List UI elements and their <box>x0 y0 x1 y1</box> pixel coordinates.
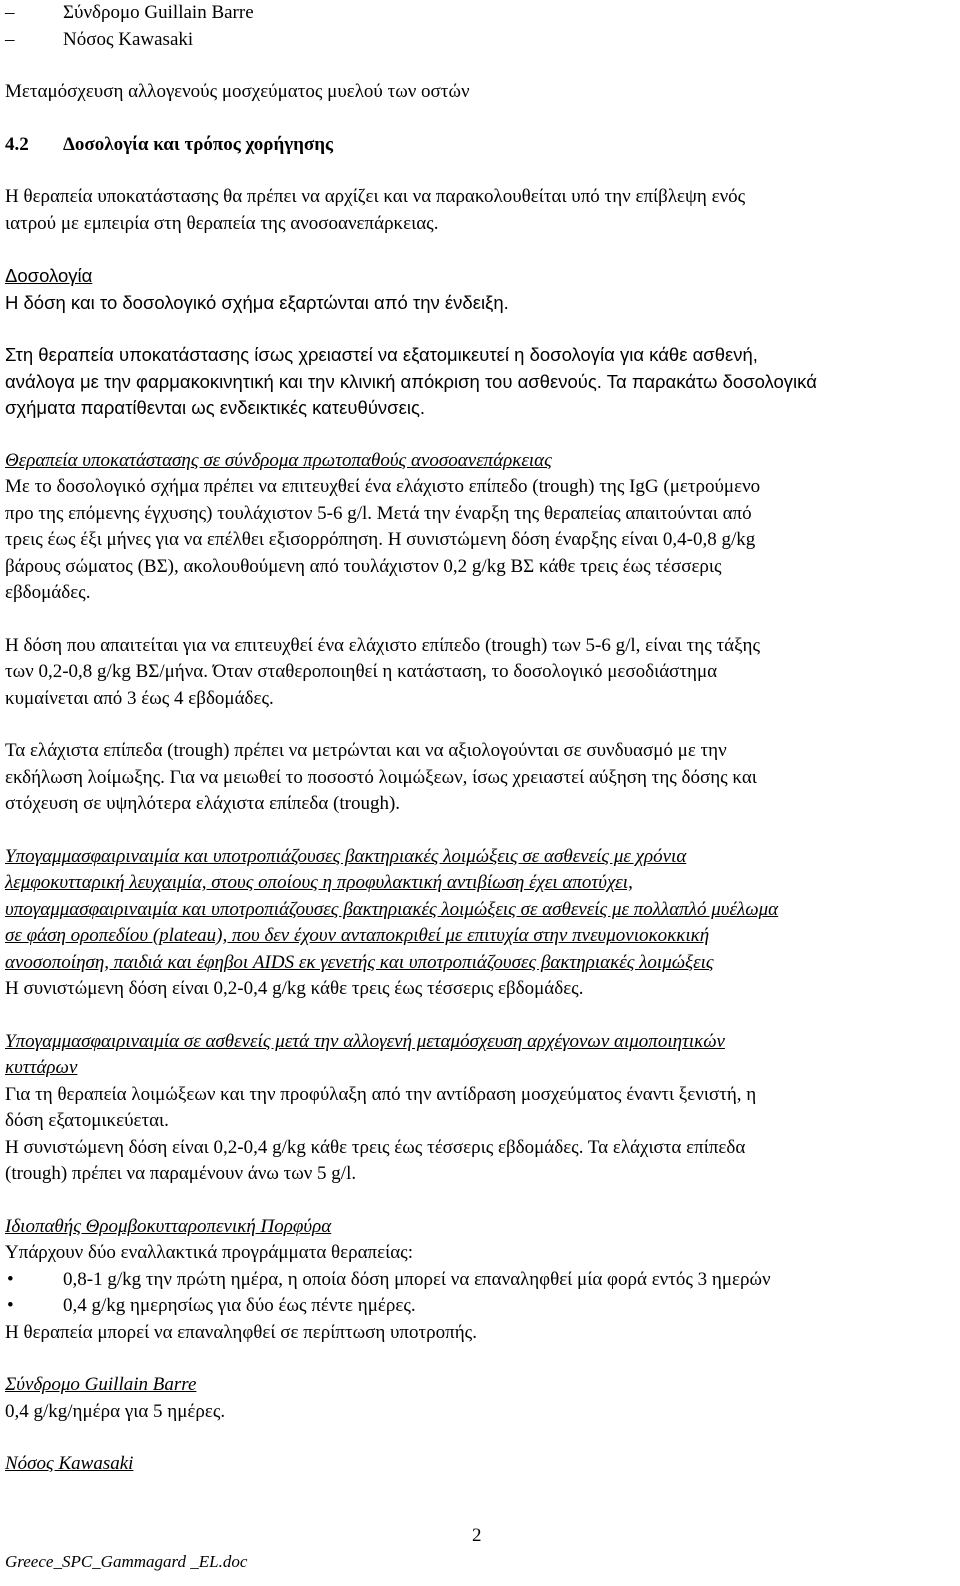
gbs-heading: Σύνδρομο Guillain Barre <box>5 1374 197 1395</box>
text-line: εκδήλωση λοίμωξης. Για να μειωθεί το ποσοστό λοιμώξεων, ίσως χρειαστεί αύξηση της δόσης και <box>5 766 757 788</box>
text-line: Υπογαμμασφαιριναιμία σε ασθενείς μετά την αλλογενή μεταμόσχευση αρχέγονων αιμοποιητικών <box>5 1030 725 1052</box>
trough-paragraph <box>5 633 950 713</box>
list-item <box>5 27 950 54</box>
individualize-paragraph <box>5 342 950 422</box>
text-line: δόση εξατομικεύεται. <box>5 1110 169 1131</box>
pid-heading: Θεραπεία υποκατάστασης σε σύνδρομα πρωτοπαθούς ανοσοανεπάρκειας <box>5 449 552 471</box>
text-line: στόχευση σε υψηλότερα ελάχιστα επίπεδα (trough). <box>5 793 401 814</box>
section-number: 4.2 <box>5 133 29 155</box>
text-line: ανοσοποίηση, παιδιά και έφηβοι AIDS εκ γενετής και υποτροπιάζουσες βακτηριακές λοιμώξεις <box>5 951 714 973</box>
text-line: σε φάση οροπεδίου (plateau), που δεν έχουν ανταποκριθεί με επιτυχία στην πνευμονιοκοκκική <box>5 925 710 946</box>
text-line: Η δόση που απαιτείται για να επιτευχθεί ένα ελάχιστο επίπεδο (trough) των 5-6 g/l, είναι της τάξης <box>5 634 761 656</box>
text-line: υπογαμμασφαιριναιμία και υποτροπιάζουσες βακτηριακές λοιμώξεις σε ασθενείς με πολλαπλό μυέλωμα <box>5 898 779 920</box>
list-item-text: 0,4 g/kg ημερησίως για δύο έως πέντε ημέρες. <box>63 1295 416 1316</box>
text-line: ιατρού με εμπειρία στη θεραπεία της ανοσοανεπάρκειας. <box>5 212 439 234</box>
text-line: Η συνιστώμενη δόση είναι 0,2-0,4 g/kg κάθε τρεις έως τέσσερις εβδομάδες. Τα ελάχιστα επίπεδα <box>5 1136 746 1158</box>
text-line: κυμαίνεται από 3 έως 4 εβδομάδες. <box>5 687 274 709</box>
text-line: σχήματα παρατίθενται ως ενδεικτικές κατευθύνσεις. <box>5 397 426 418</box>
itp-repeat: Η θεραπεία μπορεί να επαναληφθεί σε περίπτωση υποτροπής. <box>5 1321 477 1343</box>
document-page <box>5 0 950 1478</box>
itp-intro: Υπάρχουν δύο εναλλακτικά προγράμματα θεραπείας: <box>5 1242 413 1263</box>
posology-text: Η δόση και το δοσολογικό σχήμα εξαρτώνται από την ένδειξη. <box>5 291 509 313</box>
list-item <box>5 1293 950 1320</box>
text-line: ανάλογα με την φαρμακοκινητική και την κλινική απόκριση του ασθενούς. Τα παρακάτω δοσολογικά <box>5 370 817 392</box>
dash-marker: – <box>5 28 15 50</box>
text-line: Τα ελάχιστα επίπεδα (trough) πρέπει να μετρώνται και να αξιολογούνται σε συνδυασμό με την <box>5 740 727 761</box>
posology-heading: Δοσολογία <box>5 265 93 286</box>
text-line: προ της επόμενης έγχυσης) τουλάχιστον 5-6 g/l. Μετά την έναρξη της θεραπείας απαιτούνται από <box>5 502 752 524</box>
cll-text: Η συνιστώμενη δόση είναι 0,2-0,4 g/kg κάθε τρεις έως τέσσερις εβδομάδες. <box>5 978 584 999</box>
indication-bmt: Μεταμόσχευση αλλογενούς μοσχεύματος μυελού των οστών <box>5 81 470 102</box>
cll-heading <box>5 844 950 977</box>
hsct-paragraph <box>5 1082 950 1188</box>
text-line: (trough) πρέπει να παραμένουν άνω των 5 g/l. <box>5 1163 357 1184</box>
kawasaki-heading: Νόσος Kawasaki <box>5 1453 134 1474</box>
text-line: τρεις έως έξι μήνες για να επέλθει εξισορρόπηση. Η συνιστώμενη δόση έναρξης είναι 0,4-0,8 g/kg <box>5 529 756 550</box>
text-line: Στη θεραπεία υποκατάστασης ίσως χρειαστεί να εξατομικευτεί η δοσολογία για κάθε ασθενή, <box>5 344 758 365</box>
itp-heading: Ιδιοπαθής Θρομβοκυτταροπενική Πορφύρα <box>5 1215 332 1237</box>
intro-paragraph <box>5 184 950 237</box>
pid-paragraph <box>5 474 950 607</box>
text-line: Υπογαμμασφαιριναιμία και υποτροπιάζουσες βακτηριακές λοιμώξεις σε ασθενείς με χρόνια <box>5 845 687 867</box>
list-item <box>5 1267 950 1294</box>
section-title: Δοσολογία και τρόπος χορήγησης <box>63 133 334 155</box>
text-line: των 0,2-0,8 g/kg ΒΣ/μήνα. Όταν σταθεροποιηθεί η κατάσταση, το δοσολογικό μεσοδιάστημα <box>5 661 718 682</box>
page-number: 2 <box>472 1525 482 1546</box>
gbs-text: 0,4 g/kg/ημέρα για 5 ημέρες. <box>5 1400 226 1422</box>
text-line: εβδομάδες. <box>5 582 91 603</box>
text-line: Για τη θεραπεία λοιμώξεων και την προφύλαξη από την αντίδραση μοσχεύματος έναντι ξενιστή, η <box>5 1083 757 1105</box>
list-item-text: 0,8-1 g/kg την πρώτη ημέρα, η οποία δόση μπορεί να επαναληφθεί μία φορά εντός 3 ημερών <box>63 1268 771 1290</box>
text-line: κυττάρων <box>5 1057 78 1078</box>
dash-marker: – <box>5 2 15 23</box>
section-heading <box>5 132 950 159</box>
text-line: βάρους σώματος (ΒΣ), ακολουθούμενη από τουλάχιστον 0,2 g/kg ΒΣ κάθε τρεις έως τέσσερις <box>5 555 722 577</box>
hsct-heading <box>5 1029 950 1082</box>
infection-paragraph <box>5 738 950 818</box>
footer-filename: Greece_SPC_Gammagard _EL.doc <box>5 1552 248 1571</box>
text-line: λεμφοκυτταρική λευχαιμία, στους οποίους η προφυλακτική αντιβίωση έχει αποτύχει, <box>5 872 633 893</box>
list-item-text: Νόσος Kawasaki <box>63 28 194 50</box>
bullet-marker: • <box>7 1268 14 1290</box>
bullet-marker: • <box>7 1295 14 1316</box>
list-item <box>5 0 950 27</box>
list-item-text: Σύνδρομο Guillain Barre <box>63 2 254 23</box>
text-line: Η θεραπεία υποκατάστασης θα πρέπει να αρχίζει και να παρακολουθείται υπό την επίβλεψη ενός <box>5 186 746 207</box>
text-line: Με το δοσολογικό σχήμα πρέπει να επιτευχθεί ένα ελάχιστο επίπεδο (trough) της IgG (μετρούμενο <box>5 476 761 497</box>
